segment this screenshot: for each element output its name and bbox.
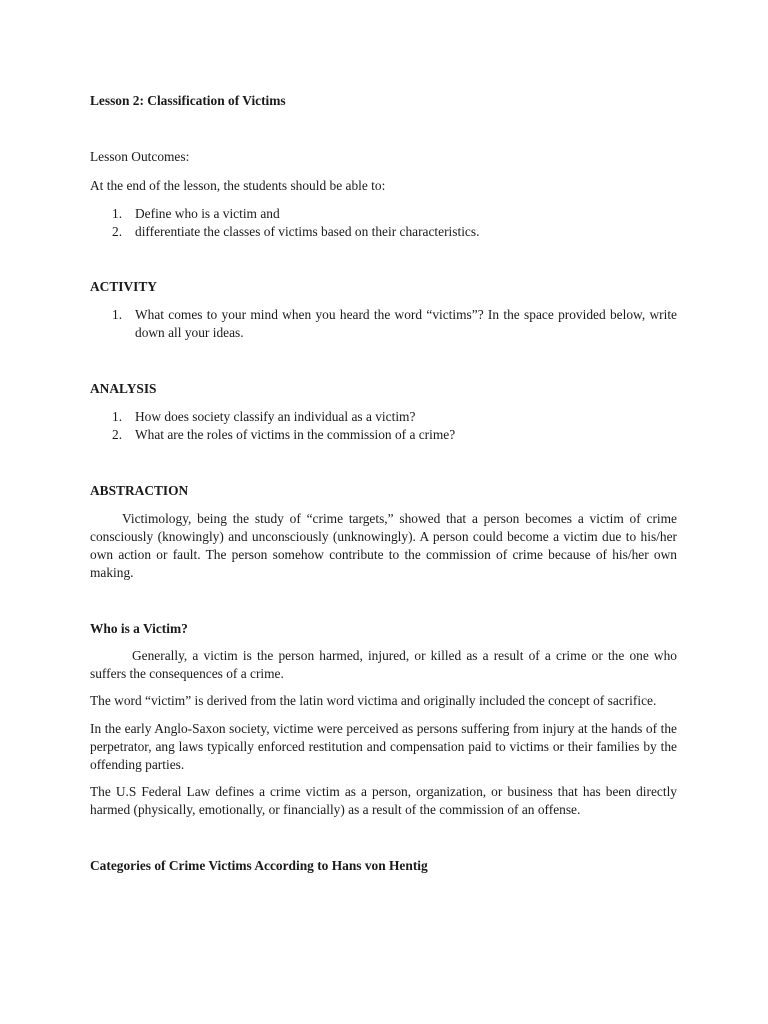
document-page (90, 0, 677, 1024)
abstraction-heading: ABSTRACTION (90, 483, 189, 498)
list-number: 2. (112, 427, 123, 442)
list-text: Define who is a victim and (135, 206, 280, 221)
list-text: How does society classify an individual as a victim? (135, 409, 416, 424)
list-item (90, 408, 677, 426)
list-text: differentiate the classes of victims based on their characteristics. (135, 224, 480, 239)
list-number: 1. (112, 409, 123, 424)
outcomes-label: Lesson Outcomes: (90, 149, 190, 164)
activity-list (90, 306, 677, 342)
list-item (90, 223, 677, 241)
who-heading: Who is a Victim? (90, 621, 188, 636)
activity-heading: ACTIVITY (90, 279, 157, 294)
outcomes-list (90, 205, 677, 241)
list-item (90, 306, 677, 342)
list-number: 1. (112, 307, 123, 322)
analysis-list (90, 408, 677, 444)
who-paragraph-2: The word “victim” is derived from the latin word victima and originally included the concept of sacrifice. (90, 693, 657, 708)
list-text: What are the roles of victims in the commission of a crime? (135, 427, 456, 442)
categories-heading: Categories of Crime Victims According to Hans von Hentig (90, 858, 428, 873)
outcomes-intro: At the end of the lesson, the students should be able to: (90, 178, 386, 193)
who-paragraph-3: In the early Anglo-Saxon society, victime were perceived as persons suffering from injury at the hands of the perpetrator, ang laws typically enforced restitution and compensation paid to victims or their families by the offending parties. (90, 721, 677, 772)
analysis-heading: ANALYSIS (90, 381, 157, 396)
list-item (90, 205, 677, 223)
list-text: What comes to your mind when you heard the word “victims”? In the space provided below, write down all your ideas. (135, 307, 677, 340)
list-number: 1. (112, 206, 123, 221)
list-item (90, 426, 677, 444)
abstraction-paragraph: Victimology, being the study of “crime targets,” showed that a person becomes a victim of crime consciously (knowingly) and unconsciously (unknowingly). A person could become a victim due to his/her own action or fault. The person somehow contribute to the commission of crime because of his/her own making. (90, 511, 677, 580)
who-paragraph-1: Generally, a victim is the person harmed, injured, or killed as a result of a crime or the one who suffers the consequences of a crime. (90, 648, 677, 681)
lesson-title: Lesson 2: Classification of Victims (90, 93, 286, 108)
list-number: 2. (112, 224, 123, 239)
who-paragraph-4: The U.S Federal Law defines a crime victim as a person, organization, or business that has been directly harmed (physically, emotionally, or financially) as a result of the commission of an offense. (90, 784, 677, 817)
